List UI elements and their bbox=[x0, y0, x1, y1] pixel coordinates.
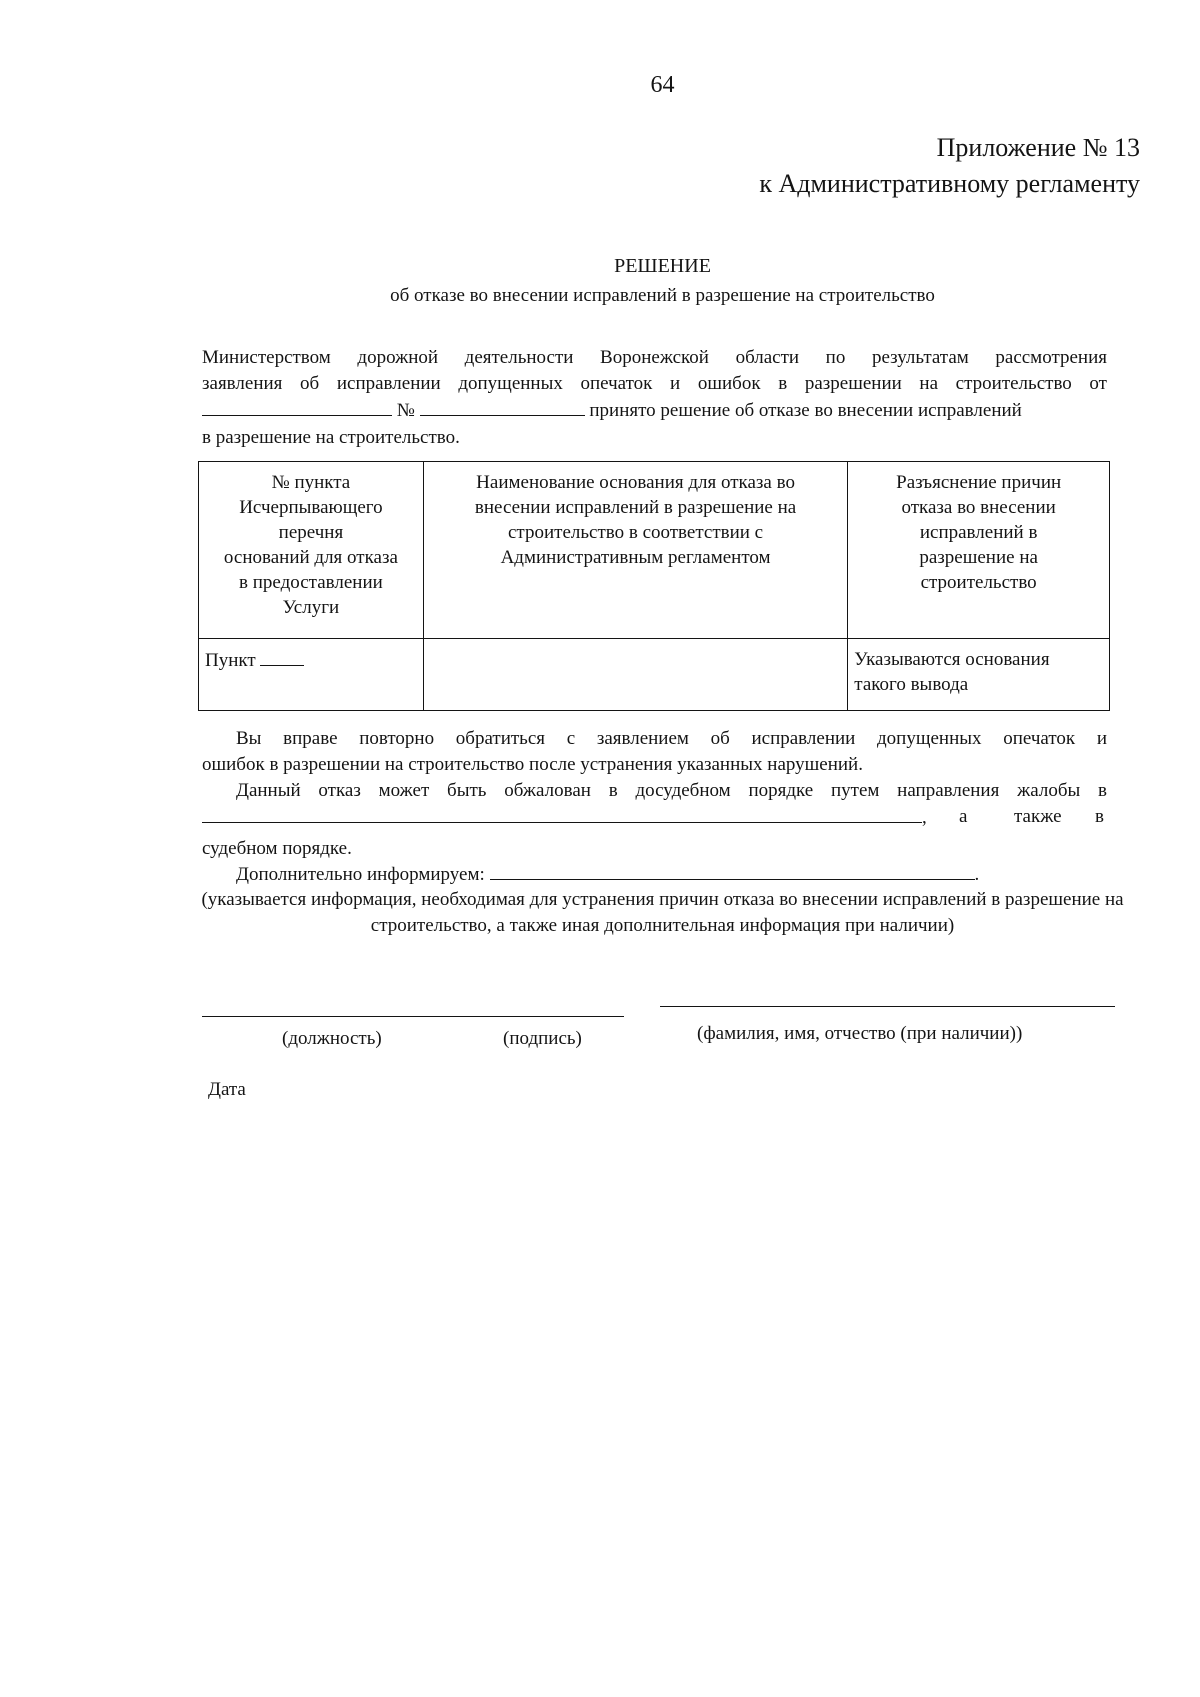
table-header-row bbox=[199, 462, 1110, 639]
intro-line-3 bbox=[202, 397, 1022, 424]
appeal-line-3: судебном порядке. bbox=[202, 838, 352, 859]
header-explanation: Разъяснение причин отказа во внесении исправлений в разрешение на строительство bbox=[848, 462, 1110, 639]
table-row bbox=[199, 639, 1110, 711]
cell-ground[interactable] bbox=[423, 639, 847, 711]
date-label: Дата bbox=[208, 1079, 246, 1100]
appeal-word-v: в bbox=[1095, 806, 1104, 827]
document-title: РЕШЕНИЕ bbox=[614, 255, 711, 277]
intro-line-2: заявления об исправлении допущенных опечаток и ошибок в разрешении на строительство от bbox=[202, 373, 1107, 394]
clause-blank[interactable] bbox=[260, 647, 304, 666]
signature-caption: (подпись) bbox=[503, 1028, 582, 1049]
header-ground-name: Наименование основания для отказа во внесении исправлений в разрешение на строительство в соответствии с Административным регламентом bbox=[423, 462, 847, 639]
reapply-line-1: Вы вправе повторно обратиться с заявлением об исправлении допущенных опечаток и bbox=[236, 728, 1107, 749]
appendix-reference: к Административному регламенту bbox=[759, 169, 1140, 198]
position-caption: (должность) bbox=[282, 1028, 382, 1049]
header-clause-number: № пункта Исчерпывающего перечня оснований для отказа в предоставлении Услуги bbox=[199, 462, 424, 639]
number-blank[interactable] bbox=[420, 397, 585, 416]
refusal-table bbox=[198, 461, 1110, 711]
position-signature-line[interactable] bbox=[202, 1016, 624, 1017]
intro-line-1: Министерством дорожной деятельности Воронежской области по результатам рассмотрения bbox=[202, 347, 1107, 368]
additional-info-blank[interactable] bbox=[490, 861, 975, 880]
appeal-line-2: , а также в bbox=[202, 804, 1107, 831]
additional-info-line: Дополнительно информируем: . bbox=[236, 861, 979, 888]
page-number: 64 bbox=[650, 72, 675, 98]
appendix-number: Приложение № 13 bbox=[936, 133, 1140, 162]
appeal-word-also: также bbox=[1014, 806, 1062, 827]
full-name-line[interactable] bbox=[660, 1006, 1115, 1007]
appeal-body-blank[interactable] bbox=[202, 804, 922, 823]
number-sign: № bbox=[396, 400, 415, 421]
intro-line-4: в разрешение на строительство. bbox=[202, 427, 460, 448]
cell-explanation: Указываются основания такого вывода bbox=[848, 639, 1110, 711]
additional-info-label: Дополнительно информируем: bbox=[236, 864, 485, 885]
full-name-caption: (фамилия, имя, отчество (при наличии)) bbox=[697, 1023, 1023, 1044]
date-blank[interactable] bbox=[202, 397, 392, 416]
intro-decision-text: принято решение об отказе во внесении исправлений bbox=[589, 400, 1022, 421]
appendix-heading bbox=[759, 130, 1140, 202]
appeal-line-1: Данный отказ может быть обжалован в досудебном порядке путем направления жалобы в bbox=[236, 780, 1107, 801]
reapply-line-2: ошибок в разрешении на строительство после устранения указанных нарушений. bbox=[202, 754, 863, 775]
appeal-word-a: а bbox=[959, 806, 968, 827]
additional-info-note: (указывается информация, необходимая для устранения причин отказа во внесении исправлений в разрешение на строительство, а также иная дополнительная информация при наличии) bbox=[201, 889, 1124, 936]
document-subtitle: об отказе во внесении исправлений в разрешение на строительство bbox=[390, 285, 935, 306]
cell-clause: Пункт bbox=[199, 639, 424, 711]
